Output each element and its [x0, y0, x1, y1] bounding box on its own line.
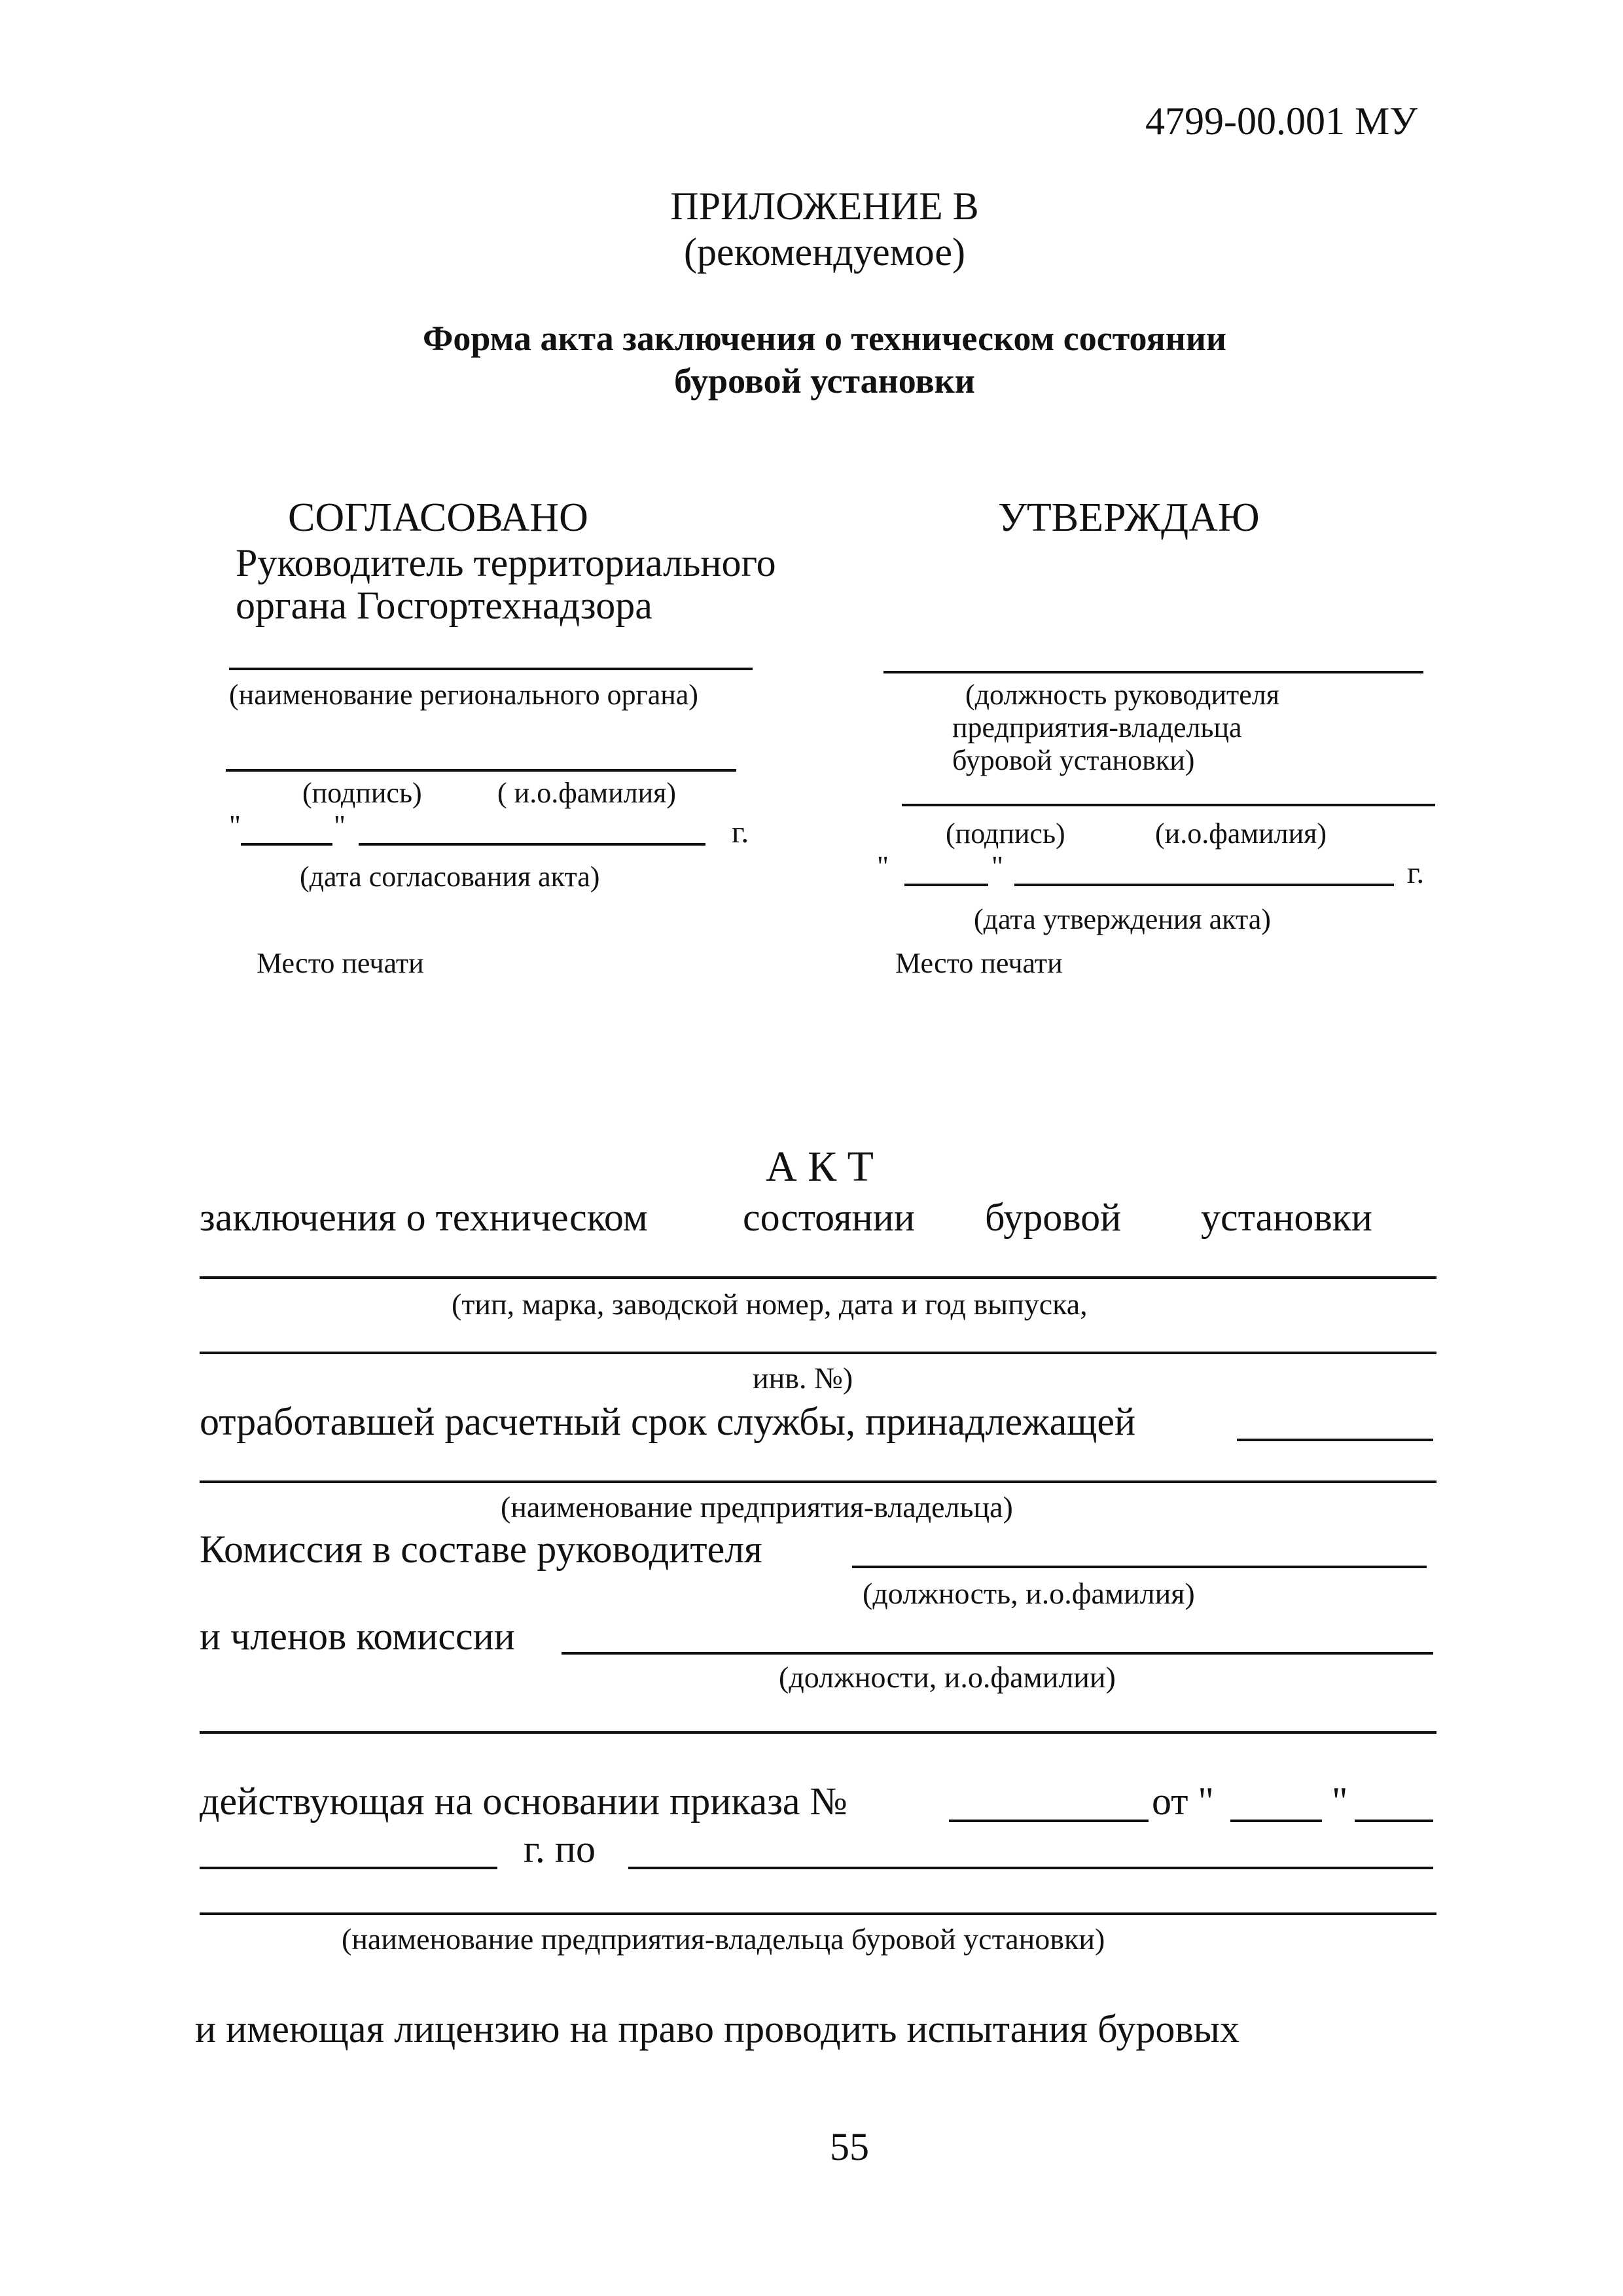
act-subtitle-part3: буровой: [985, 1196, 1122, 1239]
approve-heading: УТВЕРЖДАЮ: [998, 495, 1260, 540]
right-signature-line: [902, 804, 1435, 806]
rig-inv-line: [200, 1352, 1436, 1354]
right-month-line: [1014, 884, 1394, 886]
order-number-line: [949, 1820, 1149, 1822]
act-title: А К Т: [766, 1143, 874, 1191]
right-quote-open: ": [877, 850, 889, 882]
commission-members-line: [562, 1652, 1433, 1655]
right-position-caption-3: буровой установки): [952, 744, 1195, 776]
right-position-caption-1: (должность руководителя: [965, 679, 1279, 711]
order-by-line: [628, 1867, 1433, 1869]
commission-head-text: Комиссия в составе руководителя: [200, 1528, 762, 1571]
rig-type-line: [200, 1276, 1436, 1279]
right-position-caption-2: предприятия-владельца: [952, 711, 1242, 744]
agreed-line2: органа Госгортехнадзора: [236, 584, 652, 627]
commission-members-line-2: [200, 1731, 1436, 1734]
order-year-text: г. по: [524, 1827, 596, 1871]
right-signature-caption: (подпись): [946, 817, 1065, 850]
owner-caption: (наименование предприятия-владельца): [501, 1490, 1013, 1524]
act-subtitle-part4: установки: [1201, 1196, 1372, 1239]
order-year-line: [200, 1867, 497, 1869]
order-from-text: от ": [1152, 1780, 1214, 1823]
owner-inline-line: [1237, 1439, 1433, 1441]
form-title-line1: Форма акта заключения о техническом состоянии: [422, 319, 1227, 358]
order-text: действующая на основании приказа №: [200, 1780, 847, 1823]
right-quote-close: ": [991, 850, 1003, 882]
owner-rig-caption: (наименование предприятия-владельца буровой установки): [342, 1922, 1105, 1956]
commission-head-line: [852, 1566, 1427, 1568]
left-signature-caption: (подпись): [302, 777, 422, 809]
region-org-line: [229, 668, 753, 670]
appendix-title: ПРИЛОЖЕНИЕ В: [670, 185, 979, 228]
right-position-line: [883, 671, 1423, 673]
left-stamp-place: Место печати: [257, 947, 424, 979]
page-number: 55: [830, 2125, 869, 2168]
order-day-line: [1230, 1820, 1322, 1822]
right-date-caption: (дата утверждения акта): [974, 903, 1271, 935]
left-signature-line: [226, 769, 736, 772]
worked-life-text: отработавшей расчетный срок службы, принадлежащей: [200, 1400, 1136, 1443]
commission-members-caption: (должности, и.о.фамилии): [779, 1660, 1116, 1694]
document-code: 4799-00.001 МУ: [1145, 99, 1418, 143]
agreed-line1: Руководитель территориального: [236, 541, 776, 584]
left-day-line: [241, 843, 332, 846]
left-quote-close: ": [334, 810, 346, 842]
appendix-subtitle: (рекомендуемое): [684, 230, 965, 274]
rig-inv-caption: инв. №): [753, 1361, 853, 1395]
rig-type-caption: (тип, марка, заводской номер, дата и год выпуска,: [452, 1287, 1088, 1321]
form-title-line2: буровой установки: [674, 361, 975, 401]
act-subtitle-part2: состоянии: [743, 1196, 915, 1239]
left-date-caption: (дата согласования акта): [300, 861, 600, 893]
left-name-caption: ( и.о.фамилия): [497, 777, 677, 809]
act-subtitle-part1: заключения о техническом: [200, 1196, 648, 1239]
commission-members-text: и членов комиссии: [200, 1615, 515, 1658]
right-stamp-place: Место печати: [895, 947, 1063, 979]
owner-line: [200, 1480, 1436, 1483]
left-month-line: [359, 843, 705, 846]
commission-head-caption: (должность, и.о.фамилия): [863, 1577, 1195, 1610]
owner-rig-line: [200, 1912, 1436, 1915]
right-name-caption: (и.о.фамилия): [1155, 817, 1327, 850]
left-quote-open: ": [229, 810, 241, 842]
right-year-mark: г.: [1407, 855, 1425, 890]
left-year-mark: г.: [732, 815, 749, 850]
order-month-line: [1355, 1820, 1433, 1822]
region-org-caption: (наименование регионального органа): [229, 679, 698, 711]
order-quote-close: ": [1332, 1780, 1348, 1823]
right-day-line: [904, 884, 988, 886]
agreed-heading: СОГЛАСОВАНО: [288, 495, 588, 540]
license-text: и имеющая лицензию на право проводить испытания буровых: [195, 2007, 1240, 2051]
